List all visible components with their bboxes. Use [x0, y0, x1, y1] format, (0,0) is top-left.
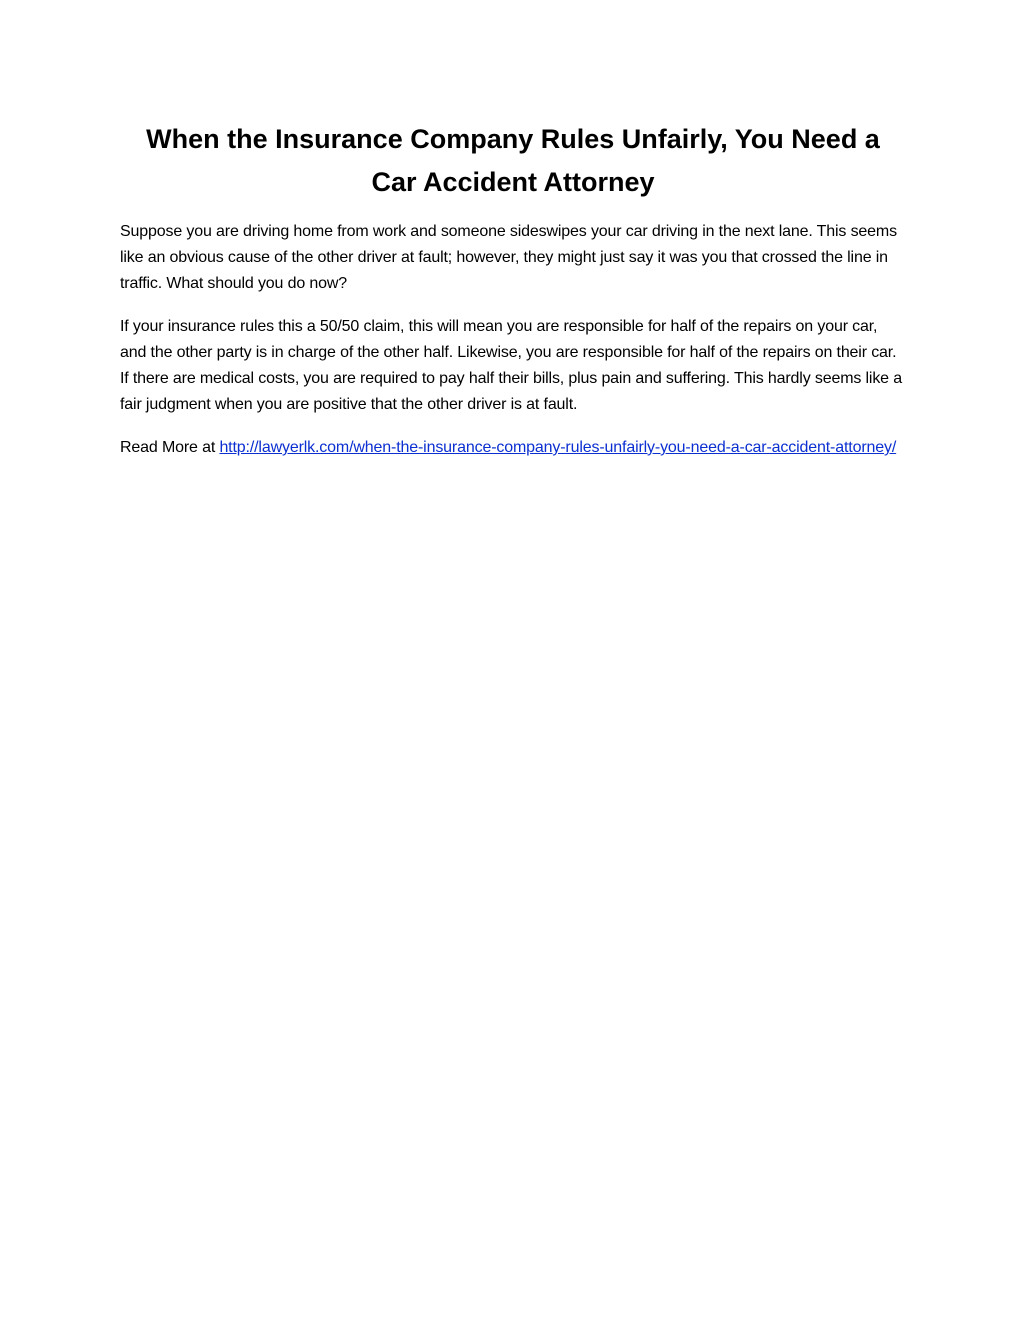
paragraph-intro: Suppose you are driving home from work and someone sideswipes your car driving in the next lane. This seems like an obvious cause of the other driver at fault; however, they might just say it was you that crossed the line in traffic. What should you do now?	[120, 223, 897, 292]
read-more-link[interactable]: http://lawyerlk.com/when-the-insurance-company-rules-unfairly-you-need-a-car-accident-attorney/	[219, 439, 897, 456]
paragraph-claim: If your insurance rules this a 50/50 claim, this will mean you are responsible for half of the repairs on your car, and the other party is in charge of the other half. Likewise, you are responsible for half of the repairs on their car. If there are medical costs, you are required to pay half their bills, plus pain and suffering. This hardly seems like a fair judgment when you are positive that the other driver is at fault.	[120, 318, 902, 413]
document-title: When the Insurance Company Rules Unfairly, You Need a Car Accident Attorney	[146, 124, 880, 197]
document-body	[120, 118, 906, 461]
read-more-line	[120, 435, 906, 461]
read-more-prefix: Read More at	[120, 439, 220, 456]
